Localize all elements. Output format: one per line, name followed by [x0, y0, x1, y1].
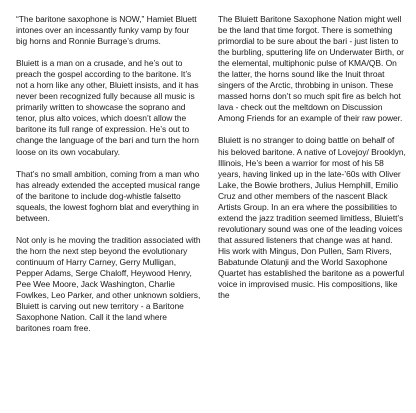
paragraph-nation: The Bluiett Baritone Saxophone Nation might well be the land that time forgot. There is something primordial to be sure about the bari - just listen to the burbling, sputtering life on Underwater Birth, or the elemental, multiphonic pulse of KMA/QB. On the latter, the horns sound like the Inuit throat singers of the Arctic, throbbing in unison. These massed horns don’t so much spit fire as belch hot lava - check out the meltdown on Discussion Among Friends for an example of their raw power.: [218, 14, 404, 124]
paragraph-tradition: Not only is he moving the tradition associated with the horn the next step beyond the evolutionary continuum of Harry Carney, Gerry Mulligan, Pepper Adams, Serge Chaloff, Heywood Henry, Pee Wee Moore, Jack Washington, Charlie Fowlkes, Leo Parker, and other unknown soldiers, Bluiett is carving out new territory - a Baritone Saxophone Nation. Call it the land where baritones roam free.: [16, 234, 201, 334]
paragraph-crusade: Bluiett is a man on a crusade, and he’s out to preach the gospel according to the baritone. It’s not a horn like any other, Bluiett insists, and it has never been recognized fully because all music is primarily written to showcase the soprano and tenor, plus alto voices, which doesn’t allow the baritone its full range of expression. He’s out to change the language of the bari and turn the horn loose on its own vocabulary.: [16, 58, 199, 157]
paragraph-biography: Bluiett is no stranger to doing battle on behalf of his beloved baritone. A native of Lovejoy/ Brooklyn, Illinois, He’s been a warrior for most of his 58 years, having linked up in the late-’60s with Oliver Lake, the Bowie brothers, Julius Hemphill, Emilio Cruz and other members of the nascent Black Artists Group. In an era where the possibilities to extend the jazz tradition seemed limitless, Bluiett’s revolutionary sound was one of the leading voices that assured listeners that change was at hand. His work with Mingus, Don Pullen, Sam Rivers, Babatunde Olatunji and the World Saxophone Quartet has established the baritone as a powerful voice in improvised music. His compositions, like the: [218, 135, 406, 301]
paragraph-intro-quote: “The baritone saxophone is NOW,” Hamiet Bluett intones over an incessantly funky vamp by four big horns and Ronnie Burrage’s drums.: [16, 14, 197, 47]
right-column: [218, 14, 406, 301]
left-column: [16, 14, 202, 334]
paragraph-ambition: That’s no small ambition, coming from a man who has already extended the accepted musical range of the baritone to include dog-whistle falsetto squeals, the lowest foghorn blat and everything in between.: [16, 168, 200, 223]
